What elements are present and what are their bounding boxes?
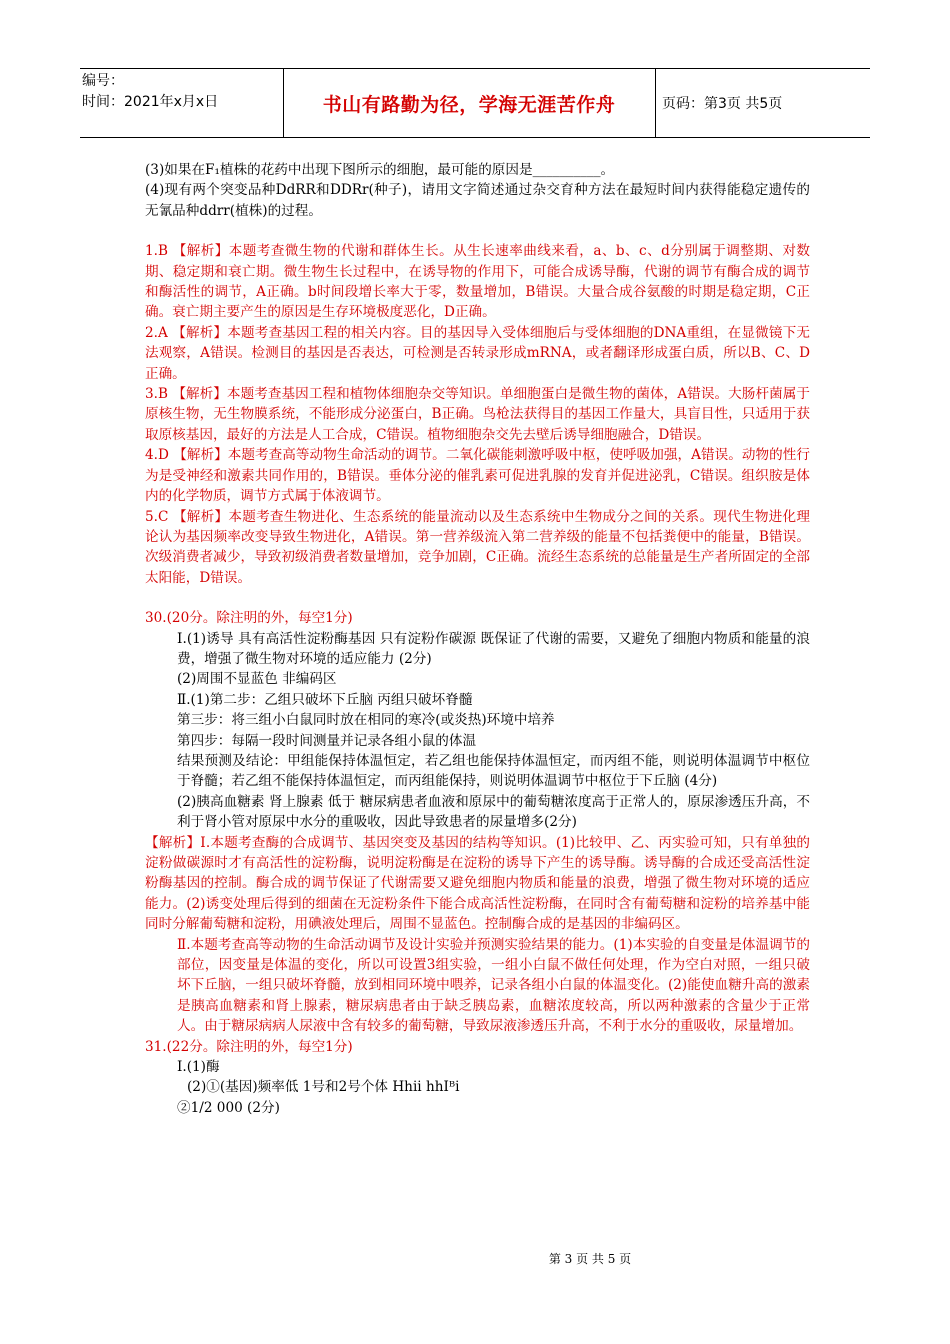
q31-line: Ⅰ.(1)酶: [177, 1059, 220, 1076]
q31-line: ②1/2 000 (2分): [177, 1099, 280, 1116]
q30-line: Ⅱ.(1)第二步：乙组只破坏下丘脑 丙组只破坏脊髓: [177, 691, 473, 708]
question-3: (3)如果在F₁植株的花药中出现下图所示的细胞，最可能的原因是__________。: [145, 162, 615, 178]
q31-heading: 31.(22分。除注明的外，每空1分): [145, 1038, 353, 1055]
q30-line: 结果预测及结论：甲组能保持体温恒定，若乙组也能保持体温恒定，而丙组不能，则说明体温调节中枢位于脊髓；若乙组不能保持体温恒定，而丙组能保持，则说明体温调节中枢位于下丘脑 (4分): [177, 752, 810, 790]
q31-line: (2)①(基因)频率低 1号和2号个体 Hhii hhIᴮi: [187, 1079, 460, 1096]
q30-analysis: Ⅱ.本题考查高等动物的生命活动调节及设计实验并预测实验结果的能力。(1)本实验的自变量是体温调节的部位，因变量是体温的变化，所以可设置3组实验，一组小白鼠不做任何处理，作为空白对照，一组只破坏下丘脑，一组只破坏脊髓，放到相同环境中喂养，记录各组小白鼠的体温变化。(2)能使血糖升高的激素是胰高血糖素和肾上腺素，糖尿病患者由于缺乏胰岛素，血糖浓度较高，所以两种激素的含量少于正常人。由于糖尿病病人尿液中含有较多的葡萄糖，导致尿液渗透压升高，不利于水分的重吸收，尿量增加。: [177, 936, 810, 1035]
answer-3: 3.B 【解析】本题考查基因工程和植物体细胞杂交等知识。单细胞蛋白是微生物的菌体，A错误。大肠杆菌属于原核生物，无生物膜系统，不能形成分泌蛋白，B正确。鸟枪法获得目的基因工作量大，具盲目性，只适用于获取原核基因，最好的方法是人工合成，C错误。植物细胞杂交先去壁后诱导细胞融合，D错误。: [145, 386, 810, 443]
header-motto: 书山有路勤为径，学海无涯苦作舟: [322, 93, 616, 116]
answer-5: 5.C 【解析】本题考查生物进化、生态系统的能量流动以及生态系统中生物成分之间的关系。现代生物进化理论认为基因频率改变导致生物进化，A错误。第一营养级流入第二营养级的能量不包括粪便中的能量，B错误。次级消费者减少，导致初级消费者数量增加，竞争加剧，C正确。流经生态系统的总能量是生产者所固定的全部太阳能，D错误。: [145, 508, 810, 586]
q30-line: (2)周围不显蓝色 非编码区: [177, 671, 337, 688]
q30-heading: 30.(20分。除注明的外，每空1分): [145, 610, 353, 627]
question-4: (4)现有两个突变品种DdRR和DDRr(种子)，请用文字简述通过杂交育种方法在最短时间内获得能稳定遗传的无氰品种ddrr(植株)的过程。: [145, 182, 810, 219]
page-footer: 第 3 页 共 5 页: [548, 1252, 632, 1266]
q30-line: 第三步：将三组小白鼠同时放在相同的寒冷(或炎热)环境中培养: [177, 712, 555, 729]
q30-line: Ⅰ.(1)诱导 具有高活性淀粉酶基因 只有淀粉作碳源 既保证了代谢的需要，又避免了细胞内物质和能量的浪费，增强了微生物对环境的适应能力 (2分): [177, 630, 810, 667]
answer-1: 1.B 【解析】本题考查微生物的代谢和群体生长。从生长速率曲线来看，a、b、c、d分别属于调整期、对数期、稳定期和衰亡期。微生物生长过程中，在诱导物的作用下，可能合成诱导酶，代谢的调节有酶合成的调节和酶活性的调节，A正确。b时间段增长率大于零，数量增加，B错误。大量合成谷氨酸的时期是稳定期，C正确。衰亡期主要产生的原因是生存环境极度恶化，D正确。: [145, 243, 810, 321]
page-content: [145, 160, 810, 1118]
page-header: [80, 68, 870, 138]
header-divider: [655, 69, 656, 137]
header-left: [82, 71, 282, 113]
time-label: 时间：2021年x月x日: [82, 94, 219, 110]
q30-analysis: 【解析】Ⅰ.本题考查酶的合成调节、基因突变及基因的结构等知识。(1)比较甲、乙、丙实验可知，只有单独的淀粉做碳源时才有高活性的淀粉酶，说明淀粉酶是在淀粉的诱导下产生的诱导酶。诱导酶的合成还受高活性淀粉酶基因的控制。酶合成的调节保证了代谢需要又避免细胞内物质和能量的浪费，增强了微生物对环境的适应能力。(2)诱变处理后得到的细菌在无淀粉条件下能合成高活性淀粉酶，在同时含有葡萄糖和淀粉的培养基中能同时分解葡萄糖和淀粉，用碘液处理后，周围不显蓝色。控制酶合成的是基因的非编码区。: [145, 834, 810, 933]
q30-line: 第四步：每隔一段时间测量并记录各组小鼠的体温: [177, 732, 477, 749]
header-page-label: 页码：第3页 共5页: [662, 96, 783, 112]
q30-line: (2)胰高血糖素 肾上腺素 低于 糖尿病患者血液和原尿中的葡萄糖浓度高于正常人的，原尿渗透压升高，不利于肾小管对原尿中水分的重吸收，因此导致患者的尿量增多(2分): [177, 793, 810, 831]
serial-label: 编号：: [82, 73, 124, 89]
answer-2: 2.A 【解析】本题考查基因工程的相关内容。目的基因导入受体细胞后与受体细胞的DNA重组，在显微镜下无法观察，A错误。检测目的基因是否表达，可检测是否转录形成mRNA，或者翻译形成蛋白质，所以B、C、D正确。: [145, 324, 810, 382]
answer-4: 4.D 【解析】本题考查高等动物生命活动的调节。二氧化碳能刺激呼吸中枢，使呼吸加强，A错误。动物的性行为是受神经和激素共同作用的，B错误。垂体分泌的催乳素可促进乳腺的发育并促进泌乳，C错误。组织胺是体内的化学物质，调节方式属于体液调节。: [145, 447, 810, 505]
